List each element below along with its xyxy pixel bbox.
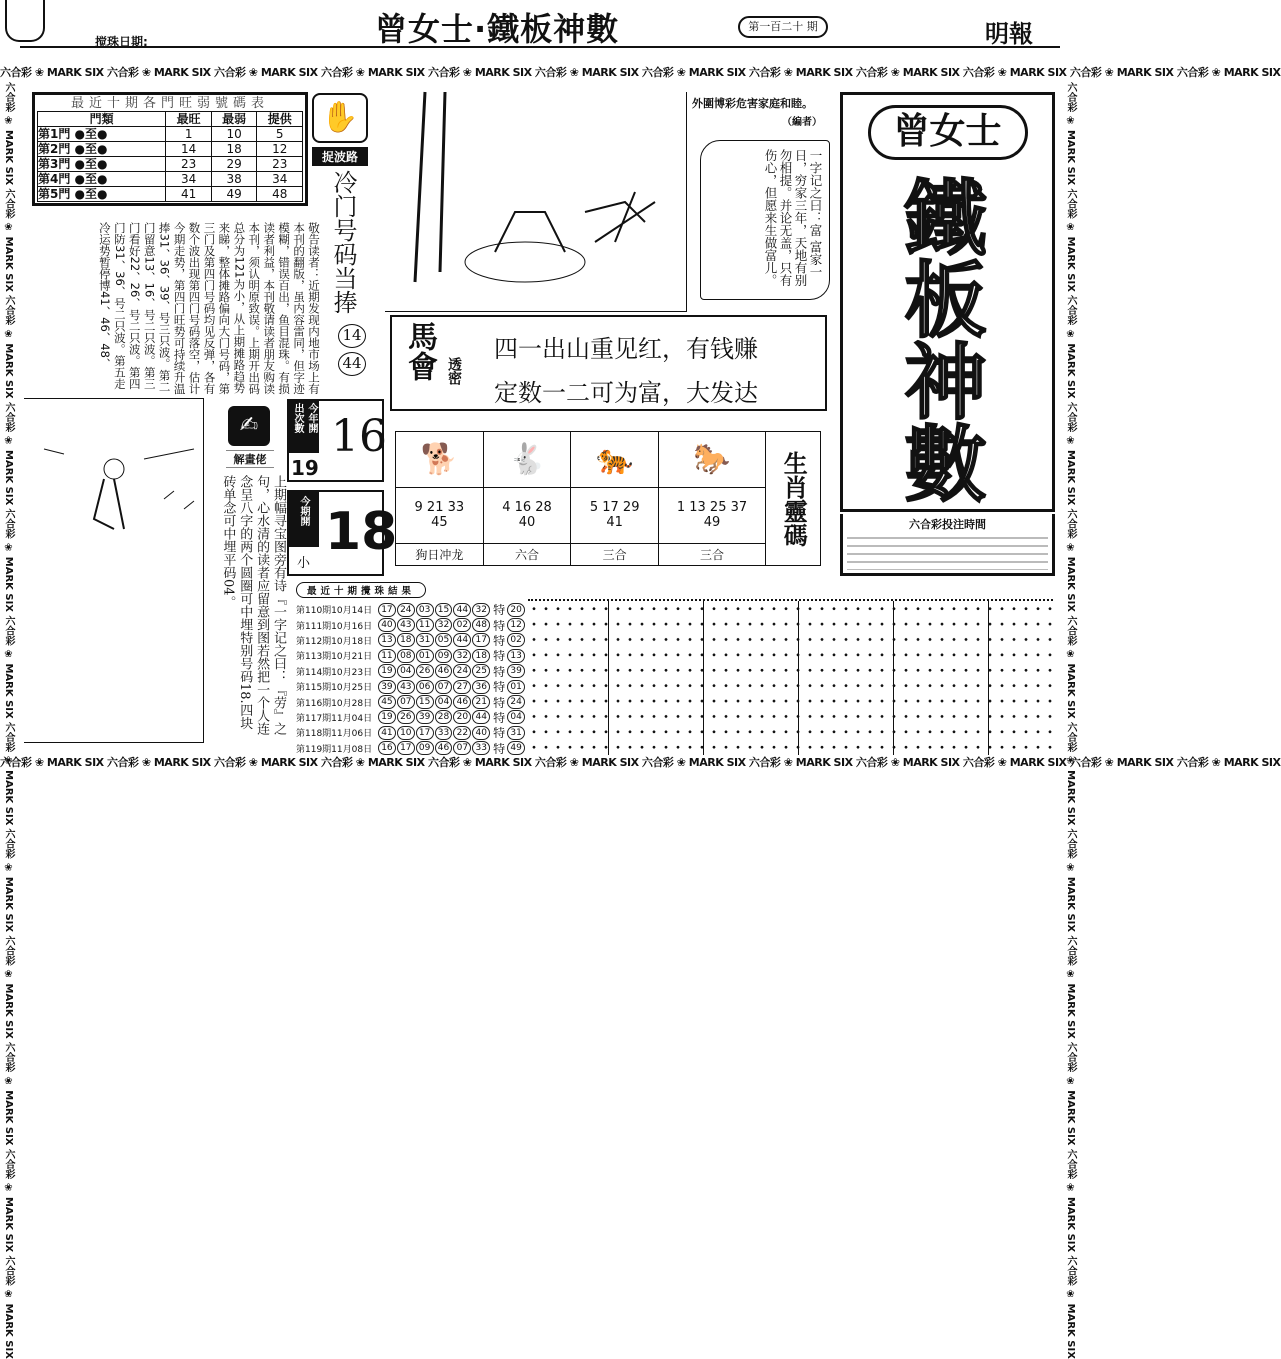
ball-number: 17 <box>416 726 434 740</box>
range-word: 至 <box>85 126 98 141</box>
special-label: 特 <box>493 741 506 756</box>
tiger-icon: 🐅 <box>596 441 634 477</box>
ball-number: 44 <box>453 633 471 647</box>
table-cell: 34 <box>257 172 303 187</box>
table-row <box>38 157 303 172</box>
ball-number: 41 <box>378 726 396 740</box>
ball-number: 17 <box>472 633 490 647</box>
horse-icon: 🐎 <box>693 441 731 477</box>
table-row <box>38 127 303 142</box>
border-top: 六合彩 ❀ MARK SIX 六合彩 ❀ MARK SIX 六合彩 ❀ MARK SIX 六合彩 ❀ MARK SIX 六合彩 ❀ MARK SIX 六合彩 ❀ MARK SIX 六合彩 ❀ MARK SIX 六合彩 ❀ MARK SIX 六合彩 ❀ MARK SIX 六合彩 ❀ MARK SIX 六合彩 ❀ MARK SIX 六合彩 ❀ MARK SIX <box>0 66 1281 79</box>
border-left: 六合彩 ❀ MARK SIX 六合彩 ❀ MARK SIX 六合彩 ❀ MARK SIX 六合彩 ❀ MARK SIX 六合彩 ❀ MARK SIX 六合彩 ❀ MARK SIX 六合彩 ❀ MARK SIX 六合彩 ❀ MARK SIX 六合彩 ❀ MARK SIX 六合彩 ❀ MARK SIX 六合彩 ❀ MARK SIX 六合彩 ❀ MARK SIX <box>3 82 14 1359</box>
jockey-club-logo: 馬會 <box>402 321 437 381</box>
special-number: 02 <box>507 633 525 647</box>
zodiac-table <box>395 431 821 566</box>
special-label: 特 <box>493 726 506 741</box>
result-row <box>296 725 526 740</box>
col-header: 最弱 <box>211 112 257 127</box>
results-panel <box>296 582 526 756</box>
ball-number: 32 <box>472 603 490 617</box>
ball-number: 07 <box>397 695 415 709</box>
result-row <box>296 633 526 648</box>
ball-number: 43 <box>397 680 415 694</box>
ball-number: 06 <box>416 680 434 694</box>
results-title: 最近十期攪珠結果 <box>296 582 426 598</box>
issue-date: 第111期10月16日 <box>296 621 373 632</box>
special-label: 特 <box>493 680 506 695</box>
range-word: 至 <box>85 156 98 171</box>
betting-title: 六合彩投注時間 <box>909 518 986 531</box>
ball-number: 40 <box>472 726 490 740</box>
ball-number: 36 <box>472 680 490 694</box>
zodiac-numbers: 9 21 33 45 <box>396 487 484 543</box>
ball-number: 07 <box>435 680 453 694</box>
table-cell: 34 <box>166 172 212 187</box>
ball-number: 33 <box>472 741 490 755</box>
ball-number: 02 <box>453 618 471 632</box>
issue-date: 第115期10月25日 <box>296 683 373 694</box>
issue-date: 第116期10月28日 <box>296 698 373 709</box>
table-cell: 49 <box>211 187 257 202</box>
man-bricks-drawing <box>24 399 202 739</box>
results-trend-chart <box>528 599 1053 753</box>
size-indicator: 小 <box>297 556 311 571</box>
col-header: 門類 <box>38 112 166 127</box>
table-cell: 38 <box>211 172 257 187</box>
wave-number: 14 <box>338 324 366 348</box>
result-row <box>296 694 526 709</box>
ball-number: 05 <box>435 633 453 647</box>
ball-number: 44 <box>472 710 490 724</box>
ball-icon: ● <box>97 171 108 186</box>
ball-number: 43 <box>397 618 415 632</box>
ball-number: 24 <box>453 664 471 678</box>
table-cell: 14 <box>166 142 212 157</box>
special-number: 12 <box>507 618 525 632</box>
ball-number: 46 <box>435 741 453 755</box>
zodiac-numbers: 4 16 28 40 <box>483 487 571 543</box>
ball-number: 04 <box>397 664 415 678</box>
divider <box>608 601 609 755</box>
brand-big-title: 鐵板神數 <box>891 175 987 503</box>
betting-time-panel <box>840 514 1055 576</box>
ball-number: 15 <box>435 603 453 617</box>
ball-number: 27 <box>453 680 471 694</box>
result-row <box>296 741 526 756</box>
hand-icon: ✋ <box>312 93 368 143</box>
door-table <box>37 111 303 202</box>
ball-number: 19 <box>378 710 396 724</box>
ball-number: 09 <box>435 649 453 663</box>
ball-number: 26 <box>416 664 434 678</box>
ball-number: 22 <box>453 726 471 740</box>
ball-number: 17 <box>397 741 415 755</box>
ball-number: 16 <box>378 741 396 755</box>
mingpao-logo: 明報 <box>985 19 1033 48</box>
current-label: 今期開 <box>298 496 309 526</box>
divider <box>798 601 799 755</box>
special-number: 24 <box>507 695 525 709</box>
issue-date: 第112期10月18日 <box>296 636 373 647</box>
result-row <box>296 679 526 694</box>
special-label: 特 <box>493 618 506 633</box>
ball-number: 13 <box>378 633 396 647</box>
page-title: 曾女士·鐵板神數 <box>375 10 620 48</box>
ball-number: 46 <box>453 695 471 709</box>
wave-headline: 冷门号码当捧 <box>329 170 357 314</box>
ball-number: 18 <box>472 649 490 663</box>
divider <box>893 601 894 755</box>
table-cell: 48 <box>257 187 303 202</box>
issue-date: 第117期11月04日 <box>296 713 373 724</box>
editorial-byline: （編者） <box>782 117 822 128</box>
table-cell: 1 <box>166 127 212 142</box>
scroll-panel <box>700 140 830 300</box>
ball-number: 11 <box>378 649 396 663</box>
issue-date: 第110期10月14日 <box>296 606 373 617</box>
zodiac-note: 三合 <box>571 543 659 565</box>
wave-number: 44 <box>338 352 366 376</box>
ball-number: 48 <box>472 618 490 632</box>
special-label: 特 <box>493 633 506 648</box>
special-label: 特 <box>493 695 506 710</box>
door-name: 第3門 <box>38 156 71 171</box>
special-number: 13 <box>507 649 525 663</box>
table-cell: 29 <box>211 157 257 172</box>
dog-icon: 🐕 <box>420 441 459 477</box>
special-number: 20 <box>507 603 525 617</box>
betting-fine-print <box>847 534 1048 570</box>
brand-logo: 曾女士 <box>868 105 1028 160</box>
special-label: 特 <box>493 664 506 679</box>
result-row <box>296 602 526 617</box>
ball-number: 39 <box>378 680 396 694</box>
table-cell: 12 <box>257 142 303 157</box>
table-cell: 18 <box>211 142 257 157</box>
zodiac-title: 生肖靈碼 <box>779 450 808 547</box>
ball-number: 11 <box>416 618 434 632</box>
ball-number: 32 <box>435 618 453 632</box>
divider <box>988 601 989 755</box>
range-word: 至 <box>85 186 98 201</box>
divider <box>703 601 704 755</box>
notice-text: 敬告读者：近期发现内地市场上有本刊的翻版，虽内容雷同，但字迹模糊，错误百出，鱼目混珠。有损读者利益，本刊敬请读者朋友购读本刊，须认明原致误。上期开出码总分为121为小，从上期摊路趋势来睇，整体摊路偏向大门号码，第三门及第四门号码均见反弹，各有数个波出现第四门号码落空，估计今期走势，第四门旺势可持续升温捧31、36、39、号三只波。第二门留意13、16、号二只波。第三门看好22、26、号二只波。第四门防31、36、号二只波。第五走冷运势暂停博41、46、48、 <box>97 222 321 395</box>
ball-number: 10 <box>397 726 415 740</box>
table-row <box>38 187 303 202</box>
table-cell: 23 <box>166 157 212 172</box>
special-label: 特 <box>493 710 506 725</box>
rabbit-icon: 🐇 <box>508 441 546 477</box>
special-number: 39 <box>507 664 525 678</box>
puzzle-illustration <box>24 398 204 743</box>
issue-badge: 第一百二十 期 <box>738 16 828 38</box>
ball-number: 45 <box>378 695 396 709</box>
table-row <box>38 142 303 157</box>
ball-icon: ● <box>97 156 108 171</box>
ball-icon: ● <box>74 171 86 186</box>
result-row <box>296 617 526 632</box>
special-number: 31 <box>507 726 525 740</box>
count-label: 出次數 <box>292 403 303 433</box>
ball-number: 46 <box>435 664 453 678</box>
deer-tree-drawing <box>385 92 685 310</box>
zodiac-numbers: 1 13 25 37 49 <box>659 487 766 543</box>
ball-number: 19 <box>378 664 396 678</box>
ball-number: 15 <box>416 695 434 709</box>
issue-date: 第114期10月23日 <box>296 667 373 678</box>
col-header: 最旺 <box>166 112 212 127</box>
special-label: 特 <box>493 649 506 664</box>
header-tab <box>5 0 45 42</box>
special-number: 01 <box>507 680 525 694</box>
current-number: 18 <box>325 502 398 562</box>
issue-date: 第113期10月21日 <box>296 652 373 663</box>
result-row <box>296 648 526 663</box>
ball-number: 24 <box>397 603 415 617</box>
ball-icon: ● <box>97 141 108 156</box>
draw-date-label: 搅珠日期: <box>95 35 148 49</box>
treasure-illustration <box>385 92 687 312</box>
door-name: 第4門 <box>38 171 71 186</box>
zodiac-numbers: 5 17 29 41 <box>571 487 659 543</box>
special-number: 04 <box>507 710 525 724</box>
range-word: 至 <box>85 141 98 156</box>
special-label: 特 <box>493 603 506 618</box>
door-table-title: 最近十期各門旺弱號碼表 <box>70 96 269 111</box>
ball-number: 08 <box>397 649 415 663</box>
secret-label: 透密 <box>446 357 462 385</box>
appearance-count: 19 <box>291 456 319 480</box>
current-box <box>287 490 398 576</box>
border-right: 六合彩 ❀ MARK SIX 六合彩 ❀ MARK SIX 六合彩 ❀ MARK SIX 六合彩 ❀ MARK SIX 六合彩 ❀ MARK SIX 六合彩 ❀ MARK SIX 六合彩 ❀ MARK SIX 六合彩 ❀ MARK SIX 六合彩 ❀ MARK SIX 六合彩 ❀ MARK SIX 六合彩 ❀ MARK SIX 六合彩 ❀ MARK SIX <box>1065 82 1076 1359</box>
ball-icon: ● <box>74 126 86 141</box>
ball-number: 17 <box>378 603 396 617</box>
border-bottom: 六合彩 ❀ MARK SIX 六合彩 ❀ MARK SIX 六合彩 ❀ MARK SIX 六合彩 ❀ MARK SIX 六合彩 ❀ MARK SIX 六合彩 ❀ MARK SIX 六合彩 ❀ MARK SIX 六合彩 ❀ MARK SIX 六合彩 ❀ MARK SIX 六合彩 ❀ MARK SIX 六合彩 ❀ MARK SIX 六合彩 ❀ MARK SIX <box>0 756 1281 769</box>
prophecy-banner <box>390 315 827 411</box>
wave-label: 捉波路 <box>312 147 368 166</box>
prophecy-line-2: 定数一二可为富，大发达 <box>494 379 758 407</box>
ball-icon: ● <box>74 141 86 156</box>
ball-number: 39 <box>416 710 434 724</box>
door-name: 第5門 <box>38 186 71 201</box>
ball-number: 33 <box>435 726 453 740</box>
yearly-number: 16 <box>331 411 387 462</box>
issue-date: 第118期11月06日 <box>296 729 373 740</box>
painter-text: 上期幅寻宝图旁有诗『一字记之曰：『劳』之句，心水清的读者应留意到图若然把一个人连念呈八字的两个圆圈可中埋特别号码18.四块砖单念可中埋平码04。 <box>220 475 286 735</box>
ball-icon: ● <box>97 186 108 201</box>
painter-label: 解畫佬 <box>226 450 274 468</box>
issue-date: 第119期11月08日 <box>296 744 373 755</box>
table-cell: 41 <box>166 187 212 202</box>
ball-number: 20 <box>453 710 471 724</box>
ball-icon: ● <box>74 156 86 171</box>
ball-number: 32 <box>453 649 471 663</box>
ball-number: 28 <box>435 710 453 724</box>
ball-number: 04 <box>435 695 453 709</box>
ball-number: 40 <box>378 618 396 632</box>
range-word: 至 <box>85 171 98 186</box>
table-row <box>38 172 303 187</box>
result-row <box>296 710 526 725</box>
zodiac-note: 三合 <box>659 543 766 565</box>
table-cell: 10 <box>211 127 257 142</box>
zodiac-note: 狗日冲龙 <box>396 543 484 565</box>
ball-number: 09 <box>416 741 434 755</box>
ball-number: 07 <box>453 741 471 755</box>
ball-number: 03 <box>416 603 434 617</box>
editorial-text: 外圍博彩危害家庭和睦。 <box>692 97 813 110</box>
table-cell: 23 <box>257 157 303 172</box>
door-name: 第2門 <box>38 141 71 156</box>
ball-number: 31 <box>416 633 434 647</box>
door-table-panel <box>32 92 308 206</box>
zodiac-note: 六合 <box>483 543 571 565</box>
ball-number: 01 <box>416 649 434 663</box>
ball-icon: ● <box>97 126 108 141</box>
door-name: 第1門 <box>38 126 71 141</box>
yearly-count-box <box>287 399 387 482</box>
scroll-text: 一字记之曰：富 富家一日，穷家三年，天地有别勿相提。并论无盖，只有伤心，但愿来生做富儿。 <box>763 149 823 287</box>
count-label: 今年開 <box>306 403 317 433</box>
prophecy-line-1: 四一出山重见红，有钱赚 <box>494 335 758 363</box>
ball-number: 18 <box>397 633 415 647</box>
col-header: 提供 <box>257 112 303 127</box>
ball-number: 26 <box>397 710 415 724</box>
ball-icon: ● <box>74 186 86 201</box>
ball-number: 21 <box>472 695 490 709</box>
painter-icon: ✍ <box>228 406 270 446</box>
ball-number: 44 <box>453 603 471 617</box>
special-number: 49 <box>507 741 525 755</box>
result-row <box>296 664 526 679</box>
ball-number: 25 <box>472 664 490 678</box>
brand-panel <box>840 92 1055 512</box>
table-cell: 5 <box>257 127 303 142</box>
